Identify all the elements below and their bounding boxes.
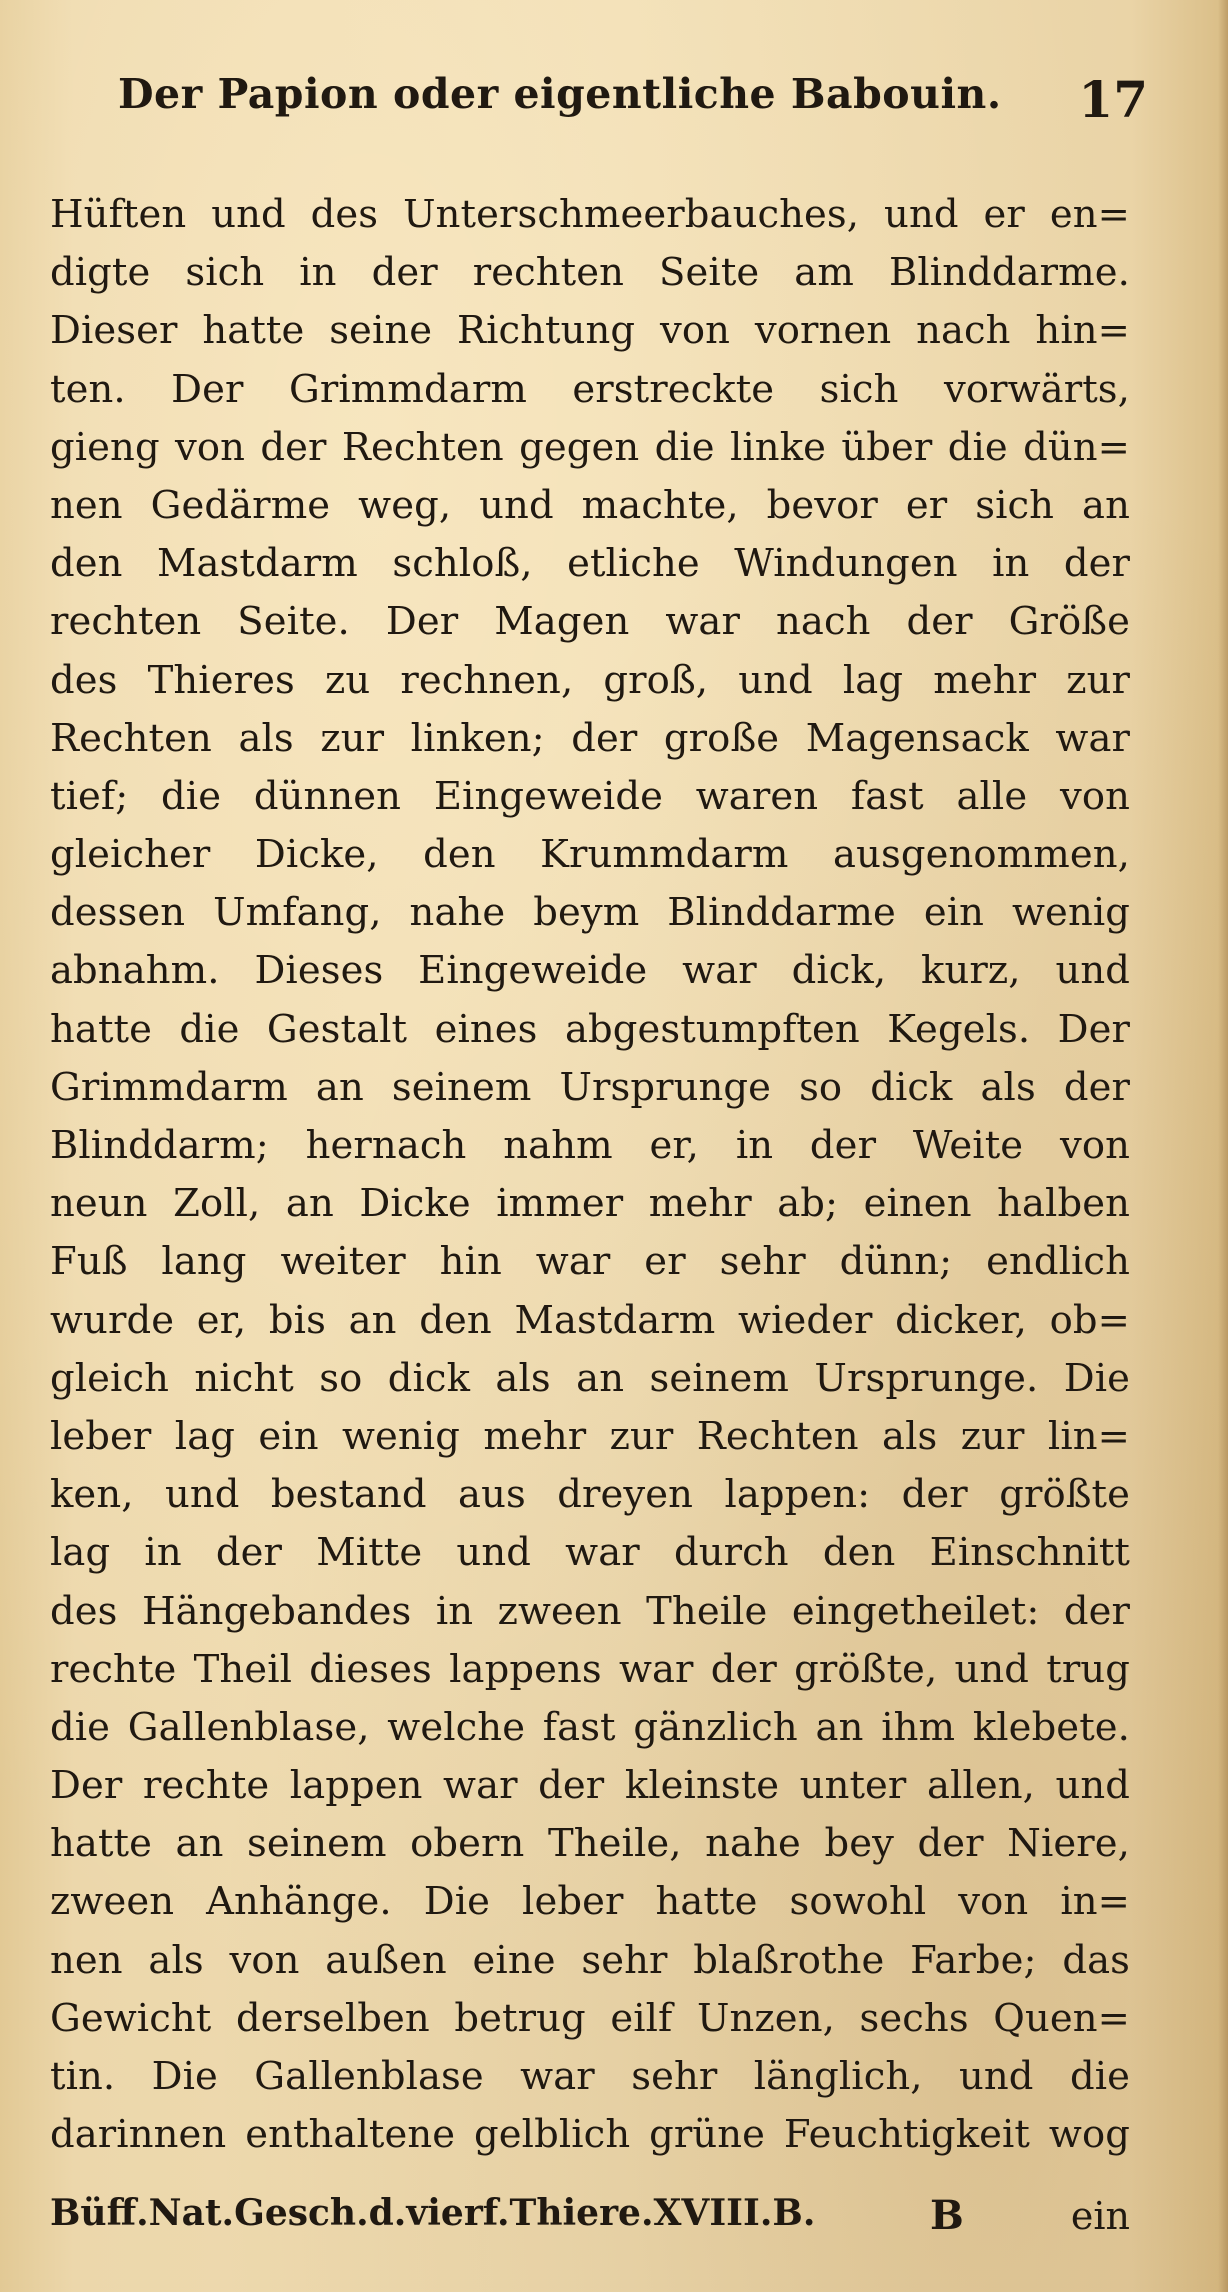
text-line: rechte Theil dieses lappens war der größte, und trug	[50, 1646, 1130, 1692]
running-title: Der Papion oder eigentliche Babouin.	[118, 70, 1002, 118]
text-line: hatte an seinem obern Theile, nahe bey der Niere,	[50, 1821, 1130, 1867]
text-line: leber lag ein wenig mehr zur Rechten als zur lin=	[50, 1413, 1130, 1459]
signature-mark: B	[930, 2192, 964, 2239]
text-line: zween Anhänge. Die leber hatte sowohl von in=	[50, 1879, 1130, 1925]
text-line: nen als von außen eine sehr blaßrothe Farbe; das	[50, 1937, 1130, 1983]
text-line: digte sich in der rechten Seite am Blinddarme.	[50, 250, 1130, 296]
text-line: Blinddarm; hernach nahm er, in der Weite von	[50, 1123, 1130, 1168]
text-line: darinnen enthaltene gelblich grüne Feuchtigkeit wog	[50, 2112, 1130, 2158]
text-line: rechten Seite. Der Magen war nach der Größe	[50, 599, 1130, 645]
text-line: wurde er, bis an den Mastdarm wieder dicker, ob=	[50, 1297, 1130, 1343]
text-line: neun Zoll, an Dicke immer mehr ab; einen halben	[50, 1181, 1130, 1227]
text-line: Gewicht derselben betrug eilf Unzen, sechs Quen=	[50, 1995, 1130, 2041]
text-line: gleich nicht so dick als an seinem Ursprunge. Die	[50, 1355, 1130, 1401]
text-line: nen Gedärme weg, und machte, bevor er sich an	[50, 482, 1130, 528]
text-line: hatte die Gestalt eines abgestumpften Kegels. Der	[50, 1006, 1130, 1052]
text-line: Der rechte lappen war der kleinste unter allen, und	[50, 1763, 1130, 1809]
text-line: die Gallenblase, welche fast gänzlich an ihm klebete.	[50, 1704, 1130, 1750]
page-footer	[50, 2192, 1130, 2252]
running-header	[118, 62, 1148, 142]
text-line: den Mastdarm schloß, etliche Windungen in der	[50, 541, 1130, 587]
text-line: des Thieres zu rechnen, groß, und lag mehr zur	[50, 657, 1130, 703]
text-line: abnahm. Dieses Eingeweide war dick, kurz, und	[50, 948, 1130, 994]
text-line: Fuß lang weiter hin war er sehr dünn; endlich	[50, 1239, 1130, 1285]
page-edge-shadow	[1218, 0, 1228, 2292]
text-line: lag in der Mitte und war durch den Einschnitt	[50, 1530, 1130, 1576]
text-line: Hüften und des Unterschmeerbauches, und er en=	[50, 192, 1130, 237]
text-line: tin. Die Gallenblase war sehr länglich, und die	[50, 2054, 1130, 2099]
body-text	[50, 186, 1130, 2164]
text-line: ken, und bestand aus dreyen lappen: der größte	[50, 1472, 1130, 1518]
text-line: ten. Der Grimmdarm erstreckte sich vorwärts,	[50, 366, 1130, 412]
text-line: tief; die dünnen Eingeweide waren fast alle von	[50, 773, 1130, 819]
text-line: dessen Umfang, nahe beym Blinddarme ein wenig	[50, 890, 1130, 936]
text-line: Rechten als zur linken; der große Magensack war	[50, 715, 1130, 761]
catchword: ein	[1070, 2194, 1130, 2238]
page-number: 17	[1078, 70, 1148, 129]
text-line: Grimmdarm an seinem Ursprunge so dick als der	[50, 1064, 1130, 1110]
signature-line: Büff.Nat.Gesch.d.vierf.Thiere.XVIII.B.	[50, 2192, 816, 2234]
text-line: gleicher Dicke, den Krummdarm ausgenommen,	[50, 832, 1130, 878]
text-line: Dieser hatte seine Richtung von vornen nach hin=	[50, 308, 1130, 354]
text-line: gieng von der Rechten gegen die linke über die dün=	[50, 424, 1130, 470]
text-line: des Hängebandes in zween Theile eingetheilet: der	[50, 1588, 1130, 1634]
